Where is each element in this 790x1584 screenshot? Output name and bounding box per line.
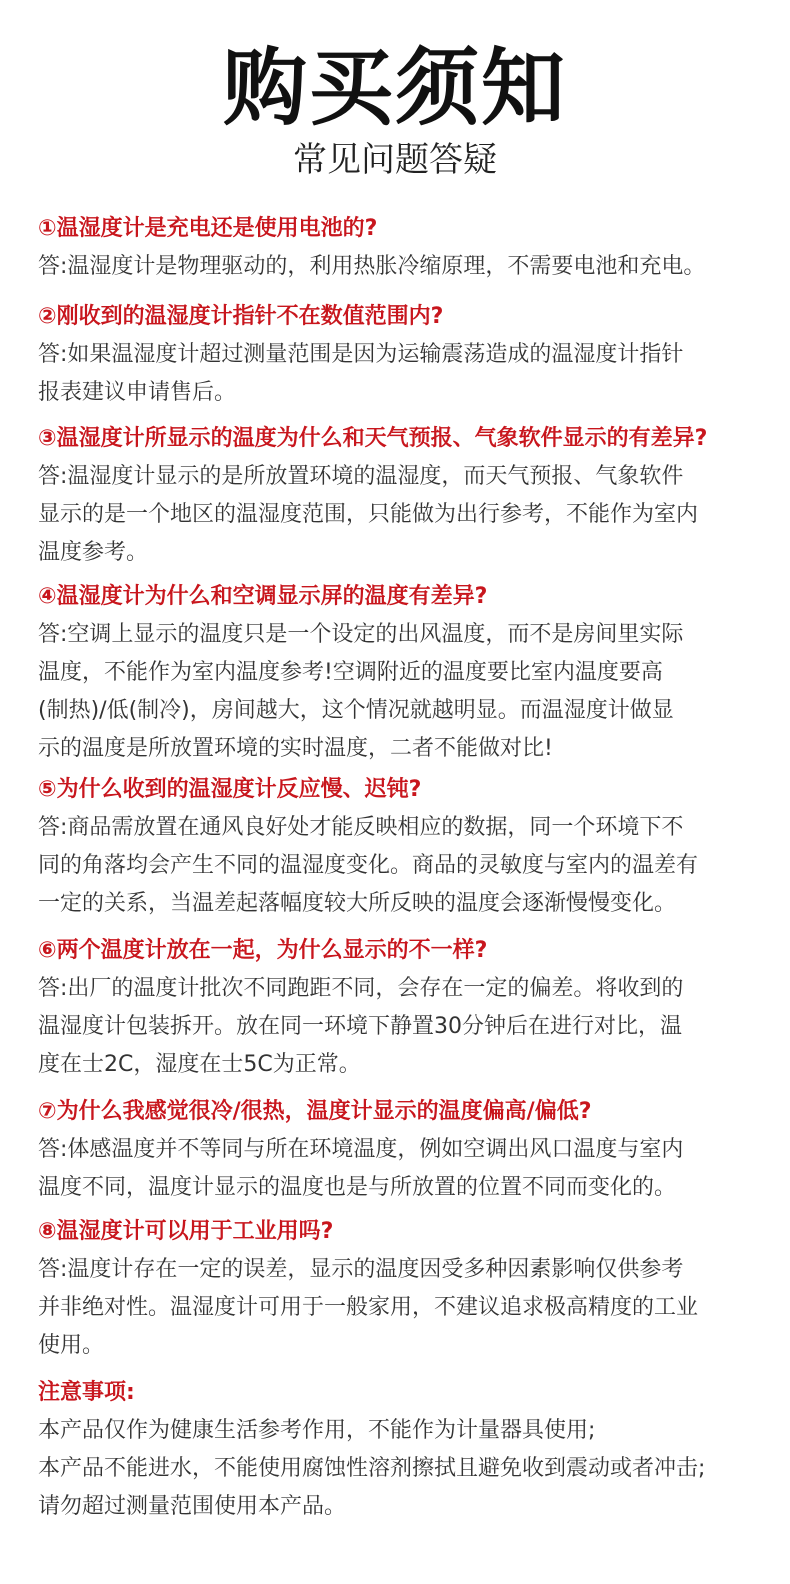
- faq-answer: [38, 248, 768, 286]
- faq-question: ⑦为什么我感觉很冷/很热，温度计显示的温度偏高/偏低?: [38, 1099, 592, 1124]
- faq-answer-line: 答:如果温湿度计超过测量范围是因为运输震荡造成的温湿度计指针: [38, 342, 684, 367]
- faq-answer: [38, 970, 768, 1084]
- notice-body: [38, 1412, 768, 1526]
- notice-section: [38, 1378, 768, 1526]
- faq-answer-line: 使用。: [38, 1333, 105, 1358]
- faq-answer-line: 答:空调上显示的温度只是一个设定的出风温度，而不是房间里实际: [38, 622, 684, 647]
- faq-answer-line: 答:体感温度并不等同与所在环境温度，例如空调出风口温度与室内: [38, 1137, 684, 1162]
- faq-item-1: [38, 214, 768, 286]
- faq-item-2: [38, 302, 768, 412]
- faq-item-7: [38, 1097, 768, 1207]
- faq-answer-line: 答:出厂的温度计批次不同跑距不同，会存在一定的偏差。将收到的: [38, 976, 684, 1001]
- faq-answer-line: 并非绝对性。温湿度计可用于一般家用，不建议追求极高精度的工业: [38, 1295, 699, 1320]
- faq-question: ②刚收到的温湿度计指针不在数值范围内?: [38, 304, 444, 329]
- faq-item-5: [38, 775, 768, 923]
- faq-item-4: [38, 582, 768, 768]
- faq-answer: [38, 336, 768, 412]
- faq-item-3: [38, 424, 768, 572]
- faq-answer: [38, 809, 768, 923]
- faq-answer-line: 温度不同，温度计显示的温度也是与所放置的位置不同而变化的。: [38, 1175, 677, 1200]
- faq-question: ①温湿度计是充电还是使用电池的?: [38, 216, 378, 241]
- faq-answer: [38, 1131, 768, 1207]
- page-title: 购买须知: [222, 39, 567, 137]
- faq-answer-line: 温湿度计包装拆开。放在同一环境下静置30分钟后在进行对比，温: [38, 1014, 682, 1039]
- faq-answer-line: 报表建议申请售后。: [38, 380, 237, 405]
- notice-line: 本产品仅作为健康生活参考作用，不能作为计量器具使用;: [38, 1418, 596, 1443]
- faq-answer-line: 温度，不能作为室内温度参考!空调附近的温度要比室内温度要高: [38, 660, 663, 685]
- faq-answer-line: 显示的是一个地区的温湿度范围，只能做为出行参考，不能作为室内: [38, 502, 699, 527]
- faq-answer-line: 同的角落均会产生不同的温湿度变化。商品的灵敏度与室内的温差有: [38, 853, 699, 878]
- faq-question: ⑤为什么收到的温湿度计反应慢、迟钝?: [38, 777, 422, 802]
- faq-item-8: [38, 1217, 768, 1365]
- notice-line: 本产品不能进水，不能使用腐蚀性溶剂擦拭且避免收到震动或者冲击;: [38, 1456, 706, 1481]
- faq-answer-line: 答:温度计存在一定的误差，显示的温度因受多种因素影响仅供参考: [38, 1257, 684, 1282]
- page-subtitle: 常见问题答疑: [293, 140, 497, 180]
- faq-answer-line: 温度参考。: [38, 540, 149, 565]
- faq-item-6: [38, 936, 768, 1084]
- faq-question: ④温湿度计为什么和空调显示屏的温度有差异?: [38, 584, 488, 609]
- faq-answer-line: 度在士2C，湿度在士5C为正常。: [38, 1052, 361, 1077]
- faq-question: ⑥两个温度计放在一起，为什么显示的不一样?: [38, 938, 488, 963]
- notice-title: 注意事项:: [38, 1380, 135, 1405]
- faq-answer-line: (制热)/低(制冷)，房间越大，这个情况就越明显。而温湿度计做显: [38, 698, 674, 723]
- faq-answer: [38, 458, 768, 572]
- faq-answer: [38, 1251, 768, 1365]
- faq-answer-line: 答:商品需放置在通风良好处才能反映相应的数据，同一个环境下不: [38, 815, 684, 840]
- faq-answer-line: 示的温度是所放置环境的实时温度，二者不能做对比!: [38, 736, 553, 761]
- faq-question: ⑧温湿度计可以用于工业用吗?: [38, 1219, 334, 1244]
- faq-answer-line: 答:温湿度计显示的是所放置环境的温湿度，而天气预报、气象软件: [38, 464, 684, 489]
- faq-answer-line: 一定的关系，当温差起落幅度较大所反映的温度会逐渐慢慢变化。: [38, 891, 677, 916]
- faq-question: ③温湿度计所显示的温度为什么和天气预报、气象软件显示的有差异?: [38, 426, 708, 451]
- faq-answer: [38, 616, 768, 768]
- faq-answer-line: 答:温湿度计是物理驱动的，利用热胀冷缩原理，不需要电池和充电。: [38, 254, 706, 279]
- notice-line: 请勿超过测量范围使用本产品。: [38, 1494, 347, 1519]
